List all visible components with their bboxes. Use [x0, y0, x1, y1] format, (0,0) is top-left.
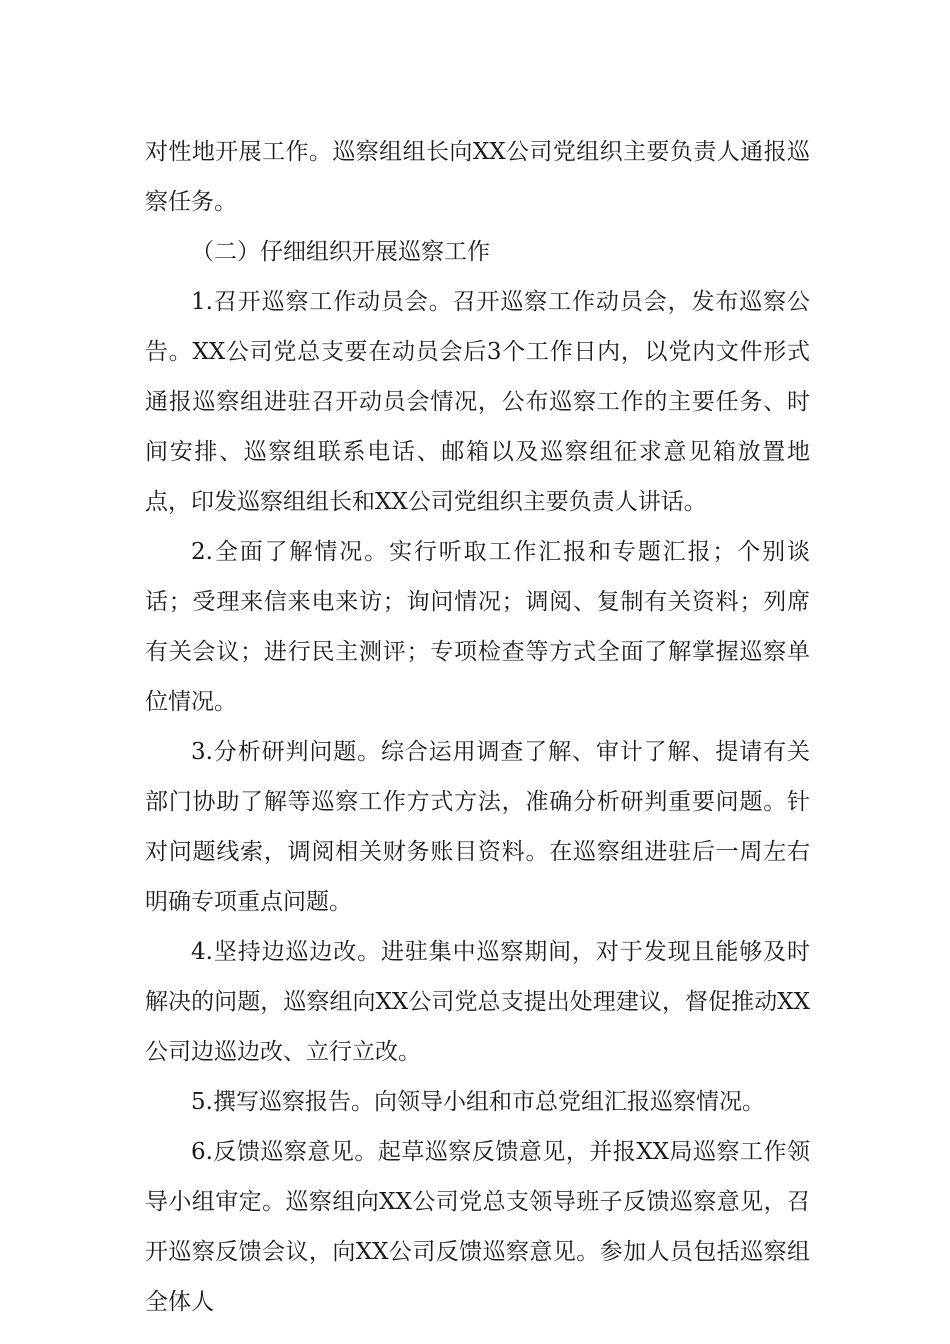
paragraph-item-5: 5.撰写巡察报告。向领导小组和市总党组汇报巡察情况。	[191, 1089, 765, 1115]
paragraph-item-2: 2.全面了解情况。实行听取工作汇报和专题汇报；个别谈话；受理来信来电来访；询问情况；调阅、复制有关资料；列席有关会议；进行民主测评；专项检查等方式全面了解掌握巡察单位情况。	[145, 539, 810, 715]
paragraph-item-1: 1.召开巡察工作动员会。召开巡察工作动员会，发布巡察公告。XX公司党总支要在动员会后3个工作日内，以党内文件形式通报巡察组进驻召开动员会情况，公布巡察工作的主要任务、时间安排、巡察组联系电话、邮箱以及巡察组征求意见箱放置地点，印发巡察组组长和XX公司党组织主要负责人讲话。	[145, 289, 810, 515]
paragraph-item-4: 4.坚持边巡边改。进驻集中巡察期间，对于发现且能够及时解决的问题，巡察组向XX公司党总支提出处理建议，督促推动XX公司边巡边改、立行立改。	[145, 939, 810, 1065]
paragraph-item-3: 3.分析研判问题。综合运用调查了解、审计了解、提请有关部门协助了解等巡察工作方式方法，准确分析研判重要问题。针对问题线索，调阅相关财务账目资料。在巡察组进驻后一周左右明确专项重点问题。	[145, 739, 810, 915]
section-heading: （二）仔细组织开展巡察工作	[191, 239, 490, 265]
paragraph-continuation: 对性地开展工作。巡察组组长向XX公司党组织主要负责人通报巡察任务。	[145, 139, 810, 215]
document-body	[145, 127, 810, 1327]
paragraph-item-6: 6.反馈巡察意见。起草巡察反馈意见，并报XX局巡察工作领导小组审定。巡察组向XX公司党总支领导班子反馈巡察意见，召开巡察反馈会议，向XX公司反馈巡察意见。参加人员包括巡察组全体人	[145, 1139, 810, 1315]
